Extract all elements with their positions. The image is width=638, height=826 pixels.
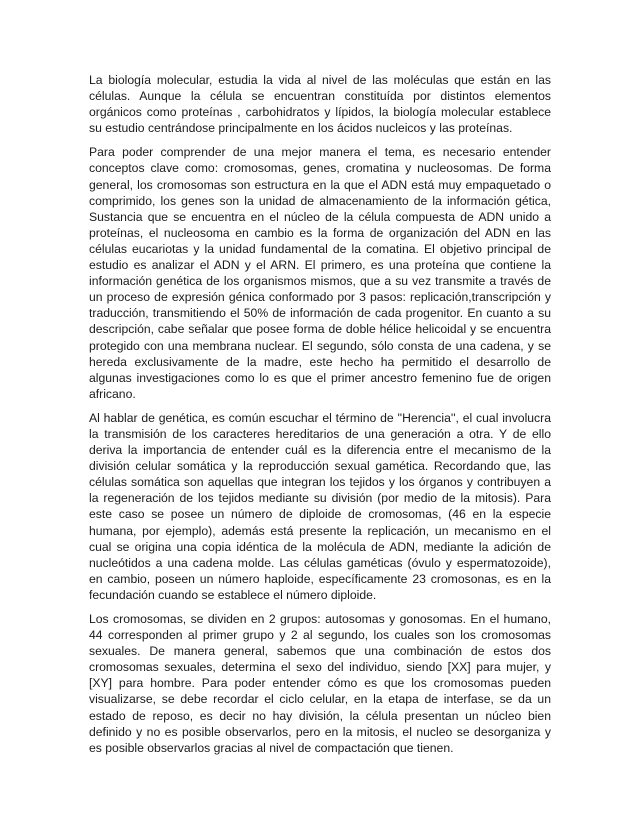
document-body <box>89 72 551 764</box>
paragraph-intro: La biología molecular, estudia la vida al nivel de las moléculas que están en las células. Aunque la célula se encuentran constituída por distintos elementos orgánicos como proteínas , carbohidratos y lípidos, la biología molecular establece su estudio centrándose principalmente en los ácidos nucleicos y las proteínas. <box>89 73 551 136</box>
paragraph-chromosomes: Los cromosomas, se dividen en 2 grupos: autosomas y gonosomas. En el humano, 44 corresponden al primer grupo y 2 al segundo, los cuales son los cromosomas sexuales. De manera general, sabemos que una combinación de estos dos cromosomas sexuales, determina el sexo del individuo, siendo [XX] para mujer, y [XY] para hombre. Para poder entender cómo es que los cromosomas pueden visualizarse, se debe recordar el ciclo celular, en la etapa de interfase, se da un estado de reposo, es decir no hay división, la célula presentan un núcleo bien definido y no es posible observarlos, pero en la mitosis, el nucleo se desorganiza y es posible observarlos gracias al nivel de compactación que tienen. <box>89 612 551 755</box>
paragraph-concepts: Para poder comprender de una mejor manera el tema, es necesario entender conceptos clave como: cromosomas, genes, cromatina y nucleosomas. De forma general, los cromosomas son estructura en la que el ADN está muy empaquetado o comprimido, los genes son la unidad de almacenamiento de la información gética, Sustancia que se encuentra en el núcleo de la célula compuesta de ADN unido a proteínas, el nucleosoma en cambio es la forma de organización del ADN en las células eucariotas y la unidad fundamental de la comatina. El objetivo principal de estudio es analizar el ADN y el ARN. El primero, es una proteína que contiene la información genética de los organismos mismos, que a su vez transmite a través de un proceso de expresión génica conformado por 3 pasos: replicación,transcripción y traducción, transmitiendo el 50% de información de cada progenitor. En cuanto a su descripción, cabe señalar que posee forma de doble hélice helicoidal y se encuentra protegido con una membrana nuclear. El segundo, sólo consta de una cadena, y se hereda exclusivamente de la madre, este hecho ha permitido el desarrollo de algunas investigaciones como lo es que el primer ancestro femenino fue de origen africano. <box>89 145 551 401</box>
paragraph-genetics: Al hablar de genética, es común escuchar el término de ''Herencia'', el cual involucra la transmisión de los caracteres hereditarios de una generación a otra. Y de ello deriva la importancia de entender cuál es la diferencia entre el mecanismo de la división celular somática y la reproducción sexual gamética. Recordando que, las células somática son aquellas que integran los tejidos y los órganos y contribuyen a la regeneración de los tejidos mediante su división (por medio de la mitosis). Para este caso se posee un número de diploide de cromosomas, (46 en la especie humana, por ejemplo), además está presente la replicación, un mecanismo en el cual se origina una copia idéntica de la molécula de ADN, mediante la adición de nucleótidos a una cadena molde. Las células gaméticas (óvulo y espermatozoide), en cambio, poseen un número haploide, específicamente 23 cromosonas, es en la fecundación cuando se establece el número diploide. <box>89 410 551 602</box>
